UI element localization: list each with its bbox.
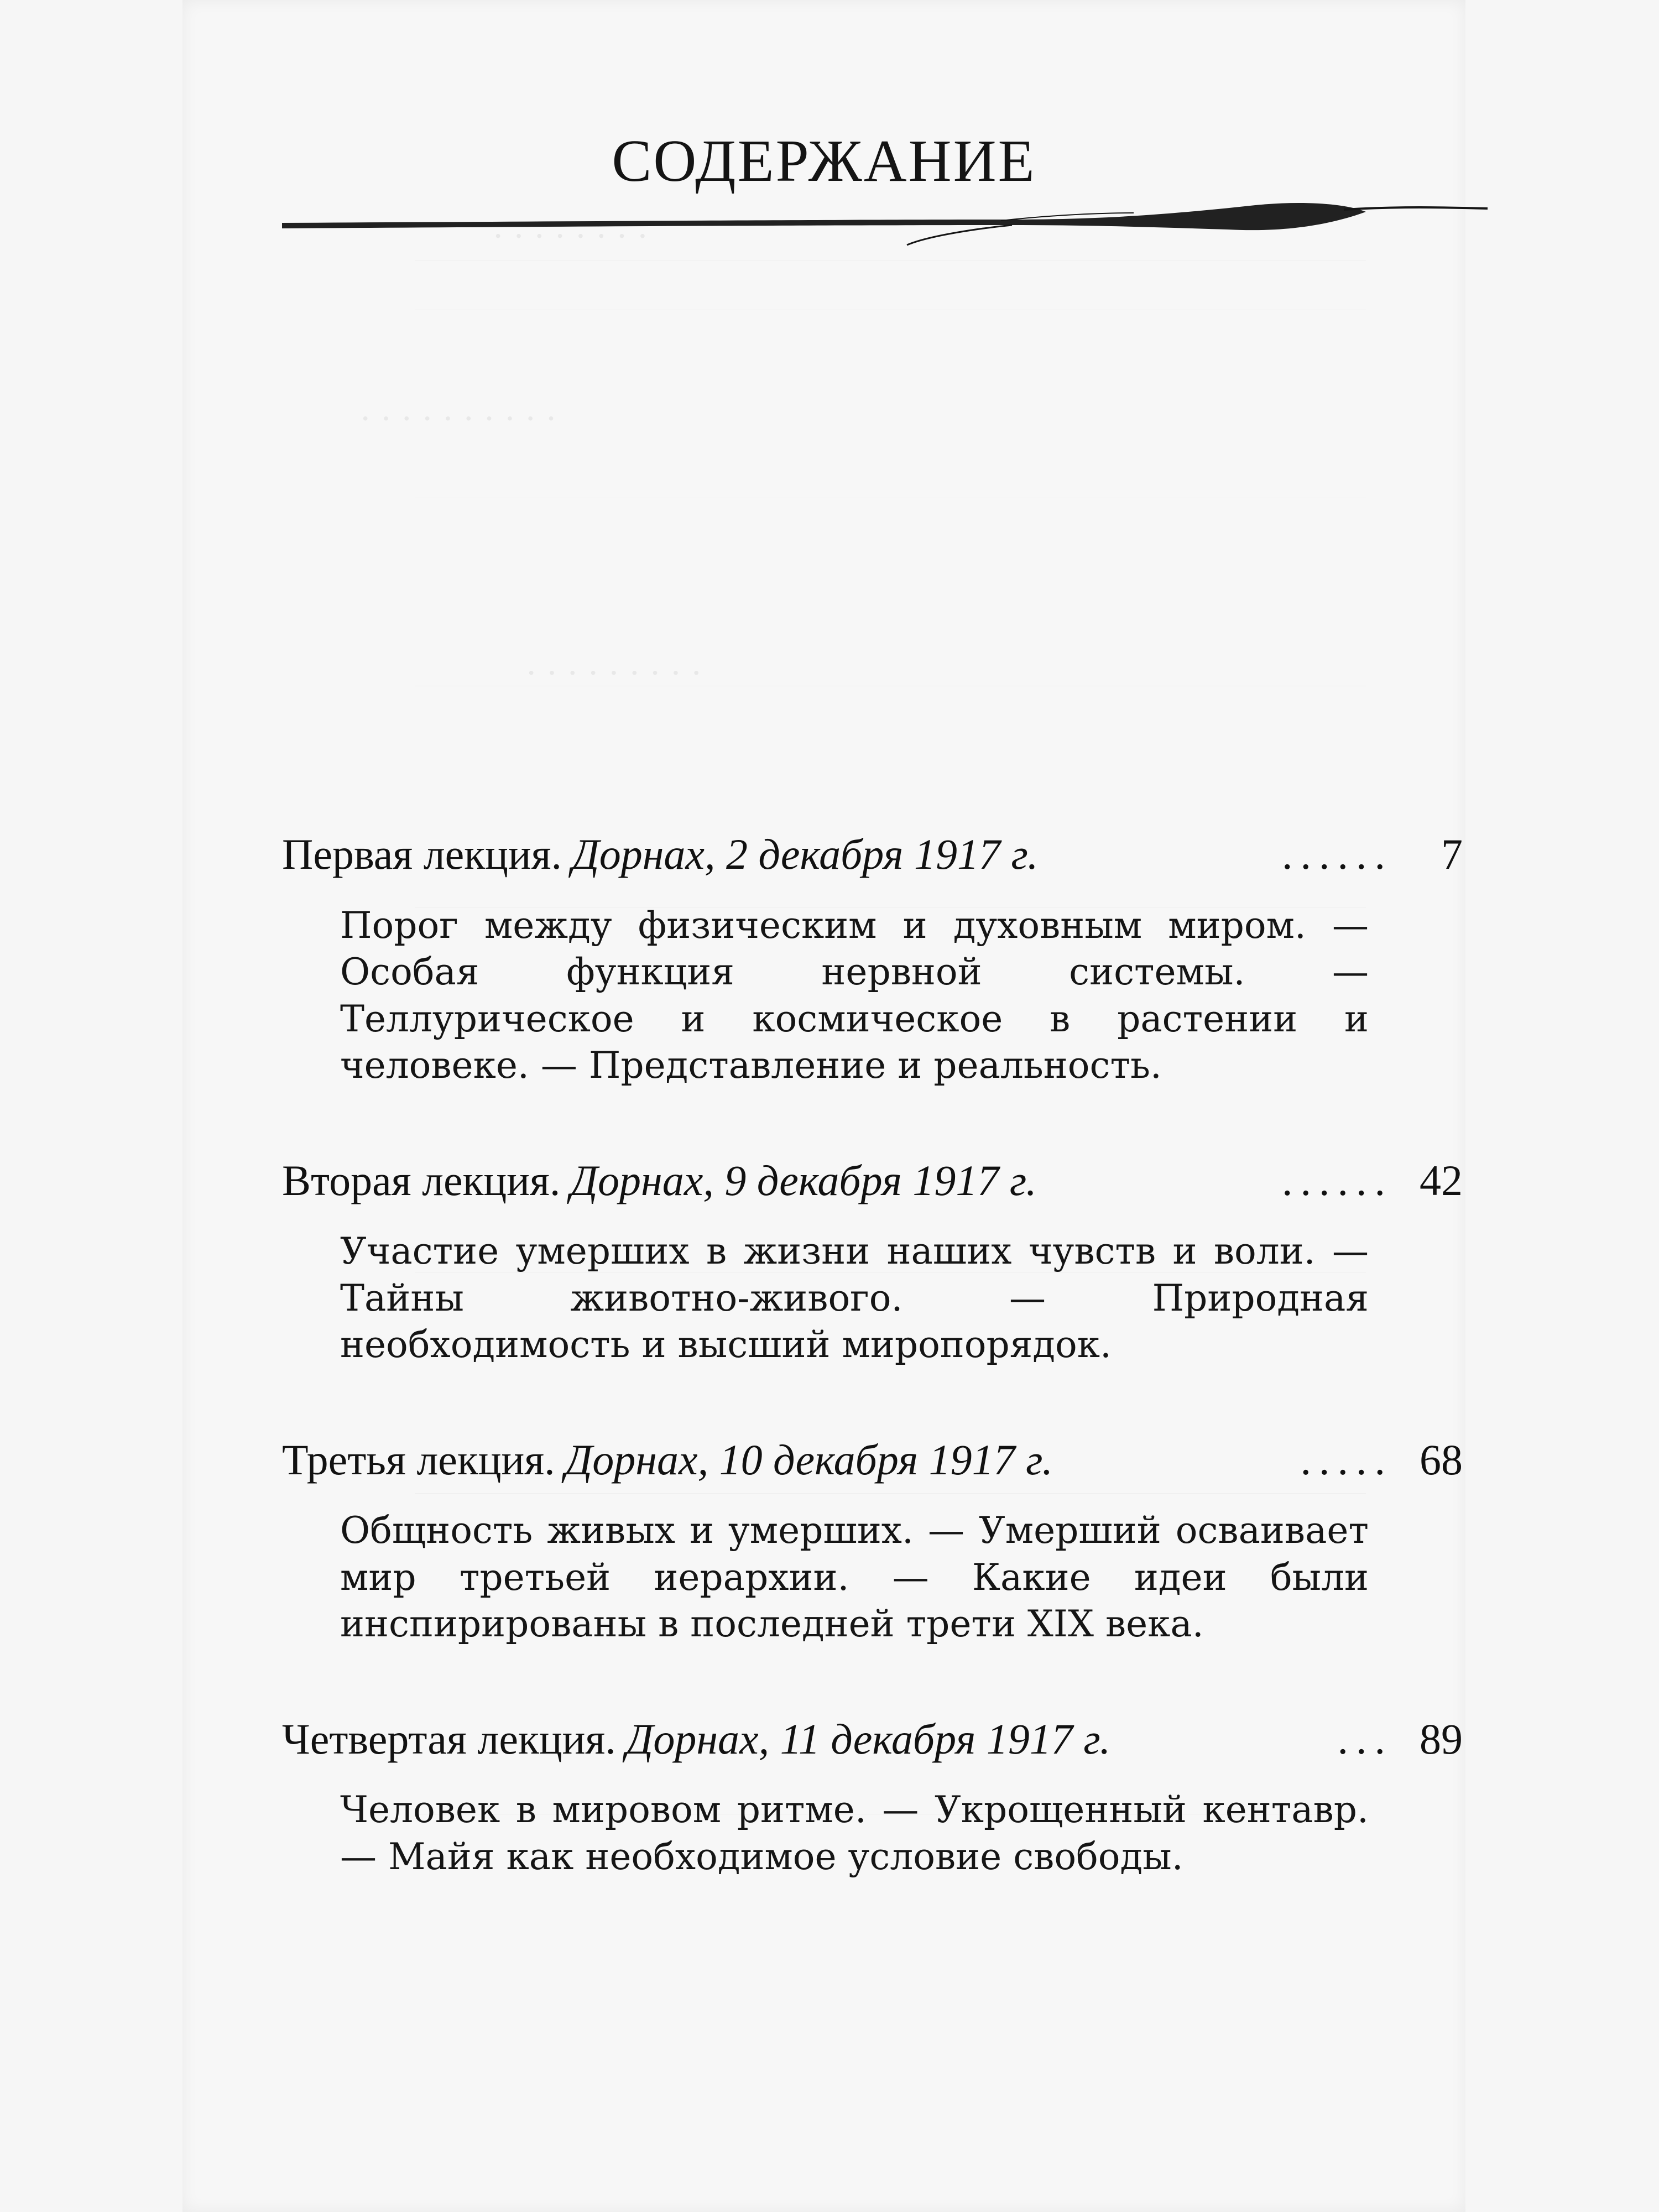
toc-entry-header bbox=[282, 1714, 1463, 1764]
lecture-description: Общность живых и умерших. — Умерший осваивает мир третьей иерархии. — Какие идеи были инспирированы в последней трети XIX века. bbox=[340, 1509, 1369, 1646]
toc-entry-header bbox=[282, 1435, 1463, 1485]
lecture-place-date: Дорнах, 10 декабря 1917 г. bbox=[565, 1435, 1053, 1484]
lecture-place-date: Дорнах, 11 декабря 1917 г. bbox=[625, 1714, 1111, 1763]
lecture-label: Вторая лекция. bbox=[282, 1156, 561, 1204]
show-through-text: · · · · · · · · · · bbox=[359, 399, 557, 438]
lecture-label: Четвертая лекция. bbox=[282, 1714, 616, 1763]
toc-entry bbox=[282, 1435, 1463, 1648]
page-title: СОДЕРЖАНИЕ bbox=[612, 128, 1036, 194]
leader-dots: ...... bbox=[1282, 1156, 1393, 1204]
lecture-label: Третья лекция. bbox=[282, 1435, 555, 1484]
lecture-description: Порог между физическим и духовным миром. — Особая функция нервной системы. — Теллурическое и космическое в растении и человеке. — Представление и реальность. bbox=[340, 904, 1369, 1087]
page-number: 68 bbox=[1420, 1435, 1463, 1484]
title-ornament-rule bbox=[282, 196, 1488, 257]
leader-dots: ..... bbox=[1300, 1435, 1393, 1484]
lecture-place-date: Дорнах, 9 декабря 1917 г. bbox=[570, 1156, 1037, 1204]
lecture-description: Человек в мировом ритме. — Укрощенный кентавр. — Майя как необходимое условие свободы. bbox=[340, 1788, 1369, 1878]
show-through-text: · · · · · · · · bbox=[492, 216, 649, 255]
lecture-label: Первая лекция. bbox=[282, 830, 562, 878]
page-number: 7 bbox=[1441, 830, 1463, 878]
leader-dots: ...... bbox=[1282, 830, 1393, 878]
page-number: 42 bbox=[1420, 1156, 1463, 1204]
page-number: 89 bbox=[1420, 1714, 1463, 1763]
book-page bbox=[182, 0, 1465, 2212]
toc-entry bbox=[282, 830, 1463, 1089]
toc-entry-header bbox=[282, 830, 1463, 879]
lecture-description: Участие умерших в жизни наших чувств и воли. — Тайны животно-живого. — Природная необходимость и высший миропорядок. bbox=[340, 1230, 1369, 1366]
table-of-contents bbox=[282, 830, 1463, 1947]
toc-entry-header bbox=[282, 1156, 1463, 1206]
toc-entry bbox=[282, 1714, 1463, 1881]
show-through-text: · · · · · · · · · bbox=[525, 653, 702, 692]
toc-entry bbox=[282, 1156, 1463, 1369]
lecture-place-date: Дорнах, 2 декабря 1917 г. bbox=[572, 830, 1039, 878]
leader-dots: ... bbox=[1337, 1714, 1393, 1763]
